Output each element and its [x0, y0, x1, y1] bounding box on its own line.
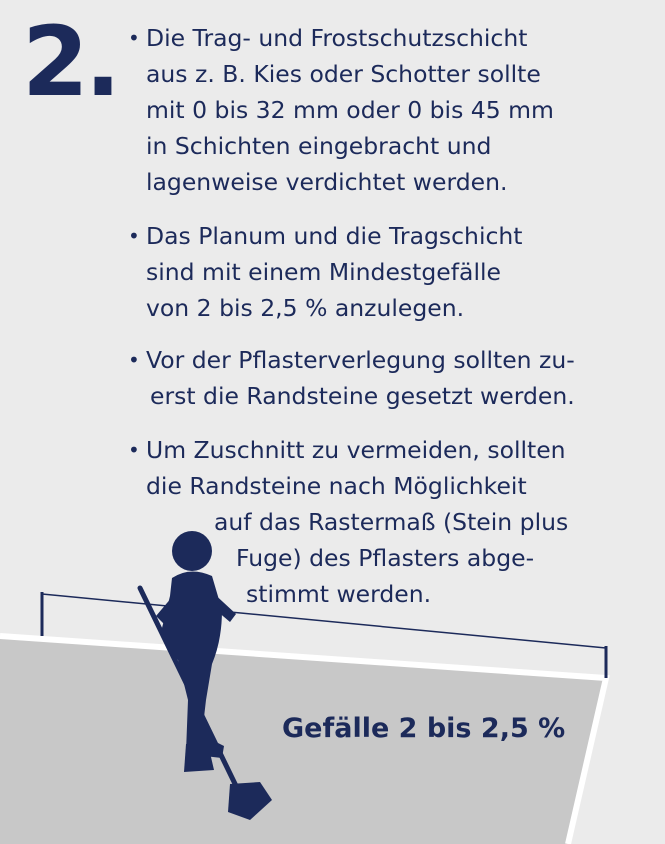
bullet-line: die Randsteine nach Möglichkeit [146, 472, 527, 500]
bullet-item [120, 342, 660, 414]
bullet-line: in Schichten eingebracht und [146, 132, 492, 160]
bullet-line: Um Zuschnitt zu vermeiden, sollten [146, 436, 566, 464]
bullet-line: Das Planum und die Tragschicht [146, 222, 523, 250]
bullet-dot: • [128, 224, 140, 248]
bullet-line: aus z. B. Kies oder Schotter sollte [146, 60, 541, 88]
slope-label: Gefälle 2 bis 2,5 % [282, 713, 566, 744]
bullet-item [120, 218, 660, 326]
bullet-item [120, 432, 660, 612]
bullet-line: Fuge) des Pflasters abge- [236, 544, 535, 572]
bullet-line: von 2 bis 2,5 % anzulegen. [146, 294, 465, 322]
bullet-line: lagenweise verdichtet werden. [146, 168, 508, 196]
bullet-dot: • [128, 438, 140, 462]
bullet-item [120, 20, 660, 200]
bullet-line: stimmt werden. [246, 580, 432, 608]
bullet-line: auf das Rastermaß (Stein plus [214, 508, 569, 536]
bullet-line: Vor der Pflasterverlegung sollten zu- [146, 346, 575, 374]
bullet-line: erst die Randsteine gesetzt werden. [150, 382, 575, 410]
step-number: 2. [22, 6, 118, 118]
bullet-dot: • [128, 348, 140, 372]
bullet-line: mit 0 bis 32 mm oder 0 bis 45 mm [146, 96, 554, 124]
bullet-dot: • [128, 26, 140, 50]
bullet-line: sind mit einem Mindestgefälle [146, 258, 501, 286]
bullet-line: Die Trag- und Frostschutzschicht [146, 24, 528, 52]
